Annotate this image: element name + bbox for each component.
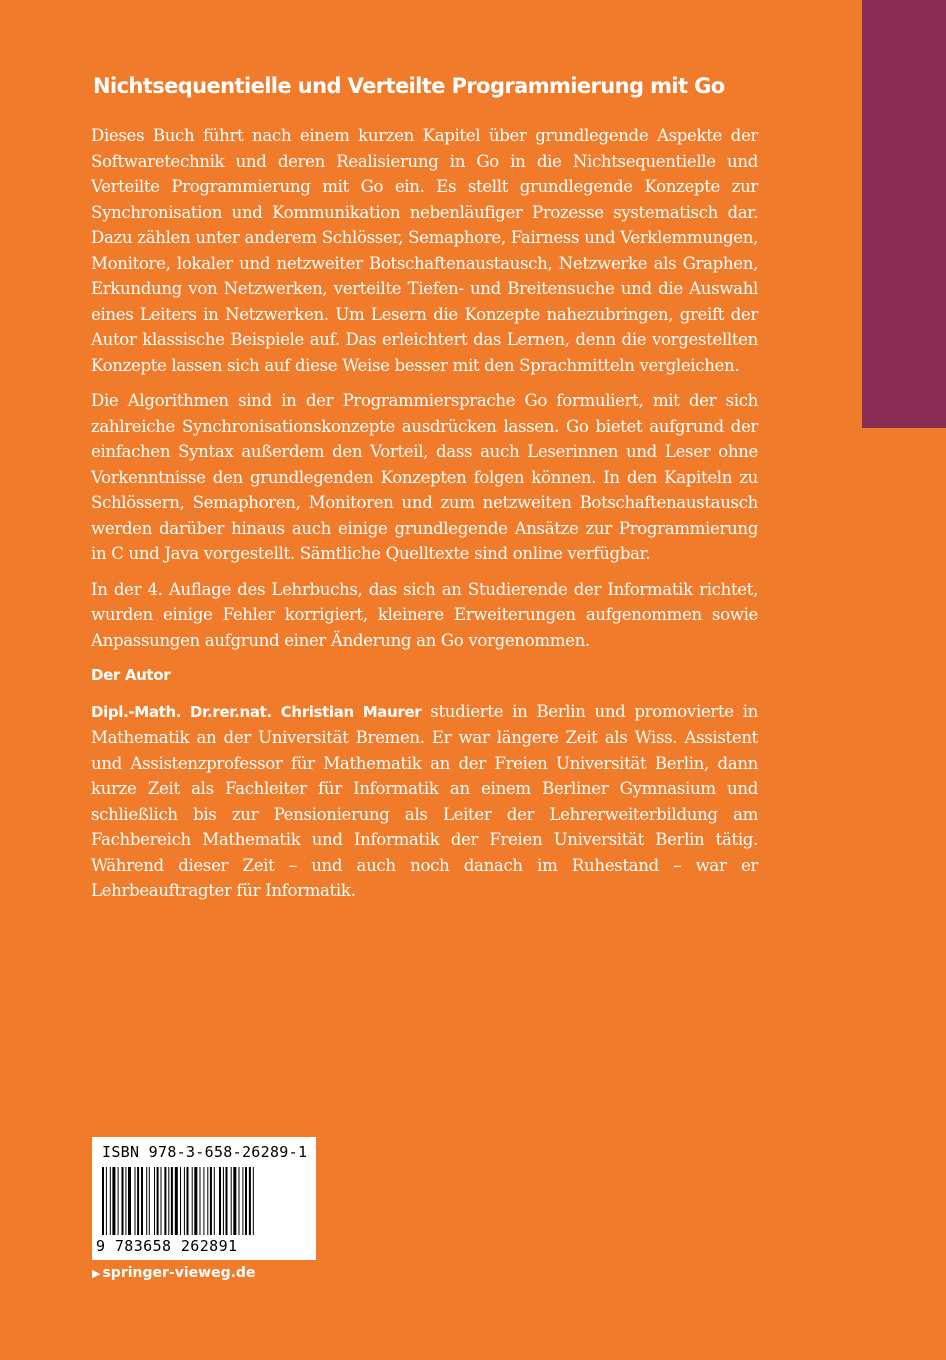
paragraph-edition: In der 4. Auflage des Lehrbuchs, das sich an Studierende der Informatik richtet, wurden einige Fehler korrigiert, kleinere Erweiterungen aufgenommen sowie Anpassungen aufgrund einer Änderung an Go vorgenommen. — [91, 579, 758, 650]
barcode-bar — [110, 1167, 111, 1235]
barcode-bar — [210, 1167, 212, 1235]
barcode-bar — [200, 1167, 201, 1235]
back-cover-text — [91, 123, 758, 904]
barcode-bar — [175, 1167, 178, 1235]
barcode-bar — [118, 1167, 119, 1235]
barcode-bar — [207, 1167, 208, 1235]
side-color-band — [862, 0, 946, 428]
barcode-bar — [231, 1167, 232, 1235]
author-name: Dipl.-Math. Dr.rer.nat. Christian Maurer — [91, 702, 422, 721]
barcode-bar — [122, 1167, 124, 1235]
barcode-bar — [146, 1167, 147, 1235]
barcode-bar — [135, 1167, 136, 1235]
barcode-bar — [253, 1167, 254, 1235]
barcode-bar — [102, 1167, 104, 1235]
publisher-link[interactable] — [92, 1265, 255, 1281]
barcode-bar — [249, 1167, 251, 1235]
barcode-bar — [184, 1167, 185, 1235]
barcode-bar — [137, 1167, 139, 1235]
barcode-bar — [203, 1167, 204, 1235]
ean-digits: 9 783658 262891 — [96, 1237, 238, 1255]
barcode-bar — [168, 1167, 169, 1235]
barcode-bar — [187, 1167, 189, 1235]
barcode-bar — [157, 1167, 159, 1235]
barcode-bar — [214, 1167, 215, 1235]
barcode-bar — [226, 1167, 228, 1235]
barcode-bar — [194, 1167, 197, 1235]
author-bio — [91, 699, 758, 904]
barcode-bar — [112, 1167, 115, 1235]
isbn-barcode — [92, 1137, 316, 1260]
barcode-bar — [128, 1167, 131, 1235]
barcode-bar — [219, 1167, 221, 1235]
barcode-bar — [164, 1167, 166, 1235]
barcode-bars — [102, 1167, 308, 1237]
barcode-bar — [233, 1167, 236, 1235]
barcode-bar — [239, 1167, 240, 1235]
publisher-link-text[interactable]: springer-vieweg.de — [102, 1265, 256, 1281]
barcode-bar — [245, 1167, 247, 1235]
barcode-bar — [154, 1167, 155, 1235]
barcode-bar — [171, 1167, 173, 1235]
barcode-bar — [106, 1167, 107, 1235]
arrow-right-icon: ▶ — [92, 1267, 101, 1280]
barcode-bar — [149, 1167, 150, 1235]
paragraph-intro: Dieses Buch führt nach einem kurzen Kapitel über grundlegende Aspekte der Softwaretechnik und deren Realisierung in Go in die Nichtsequentielle und Verteilte Programmierung mit Go ein. Es stellt grundlegende Konzepte zur Synchronisation und Kommunikation nebenläufiger Prozesse systematisch dar. Dazu zählen unter anderem Schlösser, Semaphore, Fairness und Verklemmungen, Monitore, lokaler und netzweiter Botschaftenaustausch, Netzwerke als Graphen, Erkundung von Netzwerken, verteilte Tiefen- und Breitensuche und die Auswahl eines Leiters in Netzwerken. Um Lesern die Konzepte nahezubringen, greift der Autor klassische Beispiele auf. Das erleichtert das Lernen, denn die vorgestellten Konzepte lassen sich auf diese Weise besser mit den Sprachmitteln vergleichen. — [91, 126, 758, 375]
author-heading: Der Autor — [91, 666, 171, 684]
barcode-bar — [242, 1167, 243, 1235]
barcode-bar — [180, 1167, 181, 1235]
barcode-bar — [192, 1167, 193, 1235]
author-bio-text: studierte in Berlin und promovierte in Mathematik an der Universität Bremen. Er war längere Zeit als Wiss. Assistent und Assistenzprofessor für Mathematik an der Freien Universität Berlin, dann kurze Zeit als Fachleiter für Informatik an einem Berliner Gymnasium und schließlich bis zur Pensionierung als Leiter der Lehrerweiterbildung am Fachbereich Mathematik und Informatik der Freien Universität Berlin tätig. Während dieser Zeit – und auch noch danach im Ruhestand – war er Lehrbeauftragter für Informatik. — [91, 701, 758, 900]
barcode-bar — [125, 1167, 126, 1235]
isbn-label: ISBN 978-3-658-26289-1 — [102, 1143, 308, 1161]
barcode-bar — [223, 1167, 224, 1235]
barcode-bar — [141, 1167, 143, 1235]
barcode-bar — [161, 1167, 162, 1235]
book-title: Nichtsequentielle und Verteilte Programmierung mit Go — [93, 74, 725, 98]
paragraph-algorithms: Die Algorithmen sind in der Programmiersprache Go formuliert, mit der sich zahlreiche Synchronisationskonzepte ausdrücken lassen. Go bietet aufgrund der einfachen Syntax außerdem den Vorteil, dass auch Leserinnen und Leser ohne Vorkenntnisse den grundlegenden Konzepten folgen können. In den Kapiteln zu Schlössern, Semaphoren, Monitoren und zum netzweiten Botschaftenaustausch werden darüber hinaus auch einige grundlegende Ansätze zur Programmierung in C und Java vorgestellt. Sämtliche Quelltexte sind online verfügbar. — [91, 391, 758, 563]
